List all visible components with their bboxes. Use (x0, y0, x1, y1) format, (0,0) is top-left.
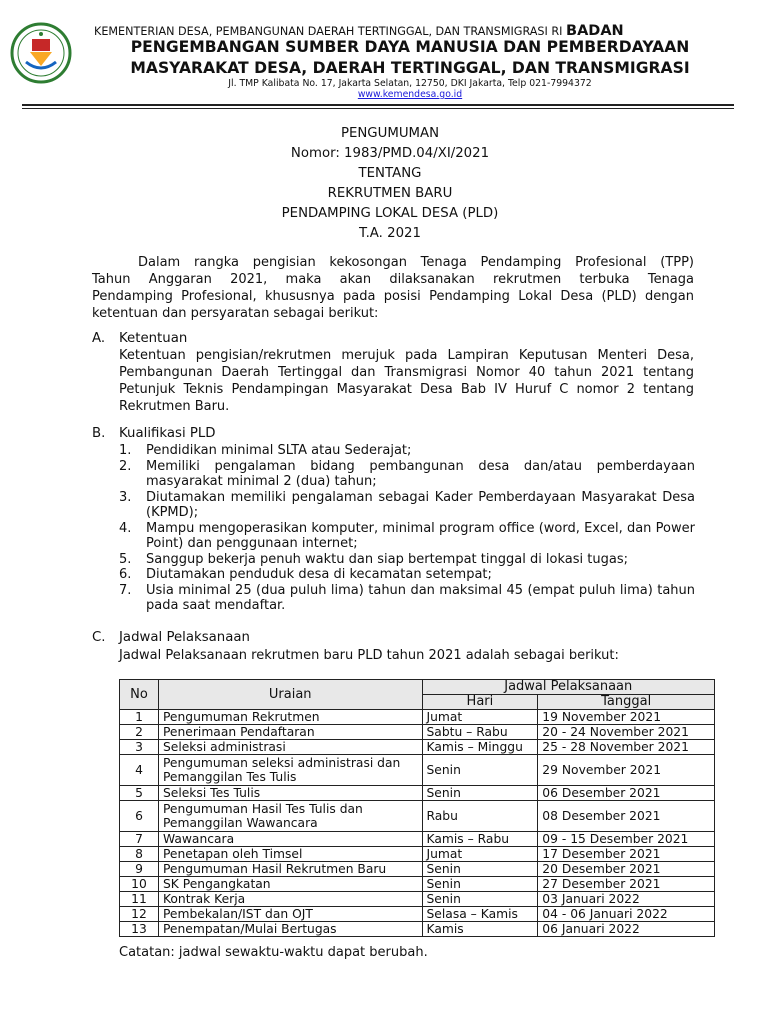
table-row (120, 847, 715, 862)
cell-uraian: Seleksi Tes Tulis (158, 786, 422, 801)
list-text: Sanggup bekerja penuh waktu dan siap bertempat tinggal di lokasi tugas; (146, 551, 628, 567)
header-hari: Hari (422, 695, 538, 710)
cell-no: 9 (120, 862, 159, 877)
cell-uraian: SK Pengangkatan (158, 877, 422, 892)
cell-no: 8 (120, 847, 159, 862)
table-row (120, 725, 715, 740)
list-item (119, 567, 695, 583)
section-letter: A. (92, 331, 106, 346)
list-item (119, 459, 695, 490)
list-number: 6. (119, 567, 132, 582)
cell-tanggal: 03 Januari 2022 (538, 892, 715, 907)
cell-hari: Senin (422, 877, 538, 892)
schedule-note: Catatan: jadwal sewaktu-waktu dapat berubah. (119, 945, 428, 960)
table-row (120, 786, 715, 801)
cell-hari: Rabu (422, 801, 538, 832)
announcement-subject: REKRUTMEN BARU (327, 186, 453, 201)
cell-no: 7 (120, 832, 159, 847)
table-row (120, 710, 715, 725)
section-a-body (119, 347, 694, 415)
cell-tanggal: 06 Desember 2021 (538, 786, 715, 801)
letterhead-divider (22, 104, 734, 106)
cell-uraian: Pengumuman Rekrutmen (158, 710, 422, 725)
cell-hari: Senin (422, 755, 538, 786)
table-row (120, 832, 715, 847)
table-row (120, 862, 715, 877)
logo-red-emblem (32, 39, 50, 51)
cell-no: 11 (120, 892, 159, 907)
table-row (120, 801, 715, 832)
cell-no: 12 (120, 907, 159, 922)
ministry-logo (10, 22, 72, 84)
logo-star (39, 32, 43, 36)
table-row (120, 755, 715, 786)
intro-line: Dalam rangka pengisian kekosongan Tenaga Pendamping Profesional (TPP) (138, 255, 694, 270)
cell-tanggal: 20 - 24 November 2021 (538, 725, 715, 740)
cell-hari: Senin (422, 862, 538, 877)
announcement-about: TENTANG (358, 166, 422, 181)
list-item (119, 583, 695, 614)
announcement-number: Nomor: 1983/PMD.04/XI/2021 (290, 146, 490, 161)
list-item (119, 443, 695, 459)
list-item (119, 490, 695, 521)
list-text: Diutamakan penduduk desa di kecamatan setempat; (146, 567, 492, 582)
announcement-heading: PENGUMUMAN (340, 126, 440, 141)
cell-tanggal: 06 Januari 2022 (538, 922, 715, 937)
cell-hari: Sabtu – Rabu (422, 725, 538, 740)
agency-website-link[interactable]: www.kemendesa.go.id (357, 89, 463, 100)
cell-uraian: Pembekalan/IST dan OJT (158, 907, 422, 922)
list-text: Usia minimal 25 (dua puluh lima) tahun dan maksimal 45 (empat puluh lima) tahun pada saat mendaftar. (146, 582, 695, 613)
cell-tanggal: 27 Desember 2021 (538, 877, 715, 892)
cell-hari: Jumat (422, 847, 538, 862)
agency-name-line1: PENGEMBANGAN SUMBER DAYA MANUSIA DAN PEMBERDAYAAN (130, 38, 690, 56)
cell-no: 5 (120, 786, 159, 801)
list-text: Mampu mengoperasikan komputer, minimal program office (word, Excel, dan Power Point) dan penggunaan internet; (146, 520, 695, 551)
cell-hari: Kamis (422, 922, 538, 937)
intro-line: ketentuan dan persyaratan sebagai berikut: (92, 306, 379, 321)
list-text: Memiliki pengalaman bidang pembangunan desa dan/atau pemberdayaan masyarakat minimal 2 (dua) tahun; (146, 458, 695, 489)
cell-tanggal: 20 Desember 2021 (538, 862, 715, 877)
list-number: 4. (119, 520, 132, 536)
cell-uraian: Penempatan/Mulai Bertugas (158, 922, 422, 937)
section-title: Kualifikasi PLD (119, 426, 216, 441)
ministry-name (94, 23, 714, 39)
cell-tanggal: 09 - 15 Desember 2021 (538, 832, 715, 847)
section-a-line: Petunjuk Teknis Pendampingan Masyarakat Desa Bab IV Huruf C nomor 2 tentang (119, 382, 694, 397)
intro-paragraph (92, 254, 694, 322)
cell-hari: Jumat (422, 710, 538, 725)
table-row (120, 877, 715, 892)
cell-no: 13 (120, 922, 159, 937)
list-item (119, 552, 695, 568)
table-row (120, 740, 715, 755)
list-text: Pendidikan minimal SLTA atau Sederajat; (146, 443, 412, 458)
cell-tanggal: 17 Desember 2021 (538, 847, 715, 862)
list-number: 7. (119, 582, 132, 598)
ministry-text: KEMENTERIAN DESA, PEMBANGUNAN DAERAH TERTINGGAL, DAN TRANSMIGRASI RI (94, 25, 563, 38)
cell-uraian: Seleksi administrasi (158, 740, 422, 755)
intro-line: Pendamping Profesional, khususnya pada posisi Pendamping Lokal Desa (PLD) dengan (92, 289, 694, 304)
badan-text: BADAN (566, 23, 624, 39)
section-letter: C. (92, 630, 106, 645)
cell-uraian: Penetapan oleh Timsel (158, 847, 422, 862)
table-row (120, 907, 715, 922)
cell-uraian: Pengumuman Hasil Rekrutmen Baru (158, 862, 422, 877)
announcement-year: T.A. 2021 (359, 226, 421, 241)
cell-uraian: Kontrak Kerja (158, 892, 422, 907)
cell-hari: Senin (422, 892, 538, 907)
cell-uraian: Penerimaan Pendaftaran (158, 725, 422, 740)
cell-no: 3 (120, 740, 159, 755)
agency-name-line2: MASYARAKAT DESA, DAERAH TERTINGGAL, DAN TRANSMIGRASI (130, 59, 690, 77)
header-jadwal: Jadwal Pelaksanaan (422, 680, 715, 695)
cell-uraian: Pengumuman Hasil Tes Tulis dan Pemanggilan Wawancara (158, 801, 422, 832)
cell-hari: Kamis – Minggu (422, 740, 538, 755)
list-text: Diutamakan memiliki pengalaman sebagai Kader Pemberdayaan Masyarakat Desa (KPMD); (146, 489, 695, 520)
cell-tanggal: 08 Desember 2021 (538, 801, 715, 832)
announcement-position: PENDAMPING LOKAL DESA (PLD) (281, 206, 499, 221)
section-a-line: Ketentuan pengisian/rekrutmen merujuk pada Lampiran Keputusan Menteri Desa, (119, 348, 694, 363)
cell-hari: Kamis – Rabu (422, 832, 538, 847)
section-letter: B. (92, 426, 106, 441)
agency-address: Jl. TMP Kalibata No. 17, Jakarta Selatan, 12750, DKI Jakarta, Telp 021-7994372 (228, 78, 592, 89)
cell-tanggal: 04 - 06 Januari 2022 (538, 907, 715, 922)
header-uraian: Uraian (158, 680, 422, 710)
cell-hari: Selasa – Kamis (422, 907, 538, 922)
table-header-row (120, 680, 715, 695)
list-item (119, 521, 695, 552)
qualification-list (119, 443, 695, 614)
list-number: 2. (119, 458, 132, 474)
section-title: Jadwal Pelaksanaan (119, 630, 250, 645)
list-number: 1. (119, 443, 132, 458)
table-row (120, 892, 715, 907)
table-row (120, 922, 715, 937)
cell-uraian: Wawancara (158, 832, 422, 847)
schedule-intro: Jadwal Pelaksanaan rekrutmen baru PLD tahun 2021 adalah sebagai berikut: (119, 648, 619, 663)
section-title: Ketentuan (119, 331, 188, 346)
cell-no: 4 (120, 755, 159, 786)
cell-tanggal: 19 November 2021 (538, 710, 715, 725)
header-no: No (120, 680, 159, 710)
cell-no: 6 (120, 801, 159, 832)
cell-uraian: Pengumuman seleksi administrasi dan Pemanggilan Tes Tulis (158, 755, 422, 786)
intro-line: Tahun Anggaran 2021, maka akan dilaksanakan rekrutmen terbuka Tenaga (92, 272, 694, 287)
cell-no: 10 (120, 877, 159, 892)
cell-tanggal: 25 - 28 November 2021 (538, 740, 715, 755)
schedule-table (119, 679, 715, 937)
section-a-line: Rekrutmen Baru. (119, 399, 230, 414)
letterhead-divider-thin (22, 108, 734, 109)
list-number: 3. (119, 489, 132, 505)
cell-no: 1 (120, 710, 159, 725)
cell-hari: Senin (422, 786, 538, 801)
list-number: 5. (119, 551, 132, 567)
section-a-line: Pembangunan Daerah Tertinggal dan Transmigrasi Nomor 40 tahun 2021 tentang (119, 365, 694, 380)
cell-no: 2 (120, 725, 159, 740)
header-tanggal: Tanggal (538, 695, 715, 710)
cell-tanggal: 29 November 2021 (538, 755, 715, 786)
